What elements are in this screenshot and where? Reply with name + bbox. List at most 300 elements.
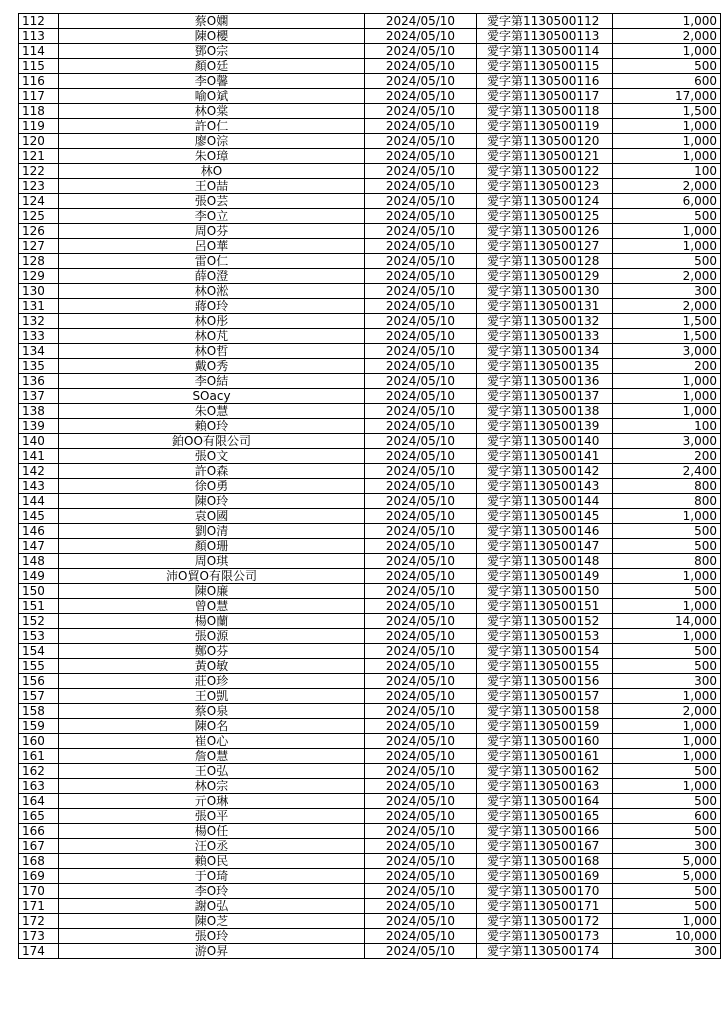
table-row: [19, 824, 721, 839]
donation-amount: 800: [613, 494, 721, 509]
donation-date: 2024/05/10: [365, 209, 477, 224]
row-number: 130: [19, 284, 59, 299]
donor-name: 于O琦: [59, 869, 365, 884]
donor-name: 林O宗: [59, 779, 365, 794]
donation-amount: 200: [613, 449, 721, 464]
receipt-number: 愛字第1130500151: [477, 599, 613, 614]
table-row: [19, 494, 721, 509]
row-number: 123: [19, 179, 59, 194]
row-number: 126: [19, 224, 59, 239]
donor-name: 徐O勇: [59, 479, 365, 494]
row-number: 164: [19, 794, 59, 809]
donation-amount: 1,000: [613, 599, 721, 614]
row-number: 146: [19, 524, 59, 539]
receipt-number: 愛字第1130500174: [477, 944, 613, 959]
donor-name: 王O凱: [59, 689, 365, 704]
row-number: 169: [19, 869, 59, 884]
donor-name: 沛O貿O有限公司: [59, 569, 365, 584]
donor-name: 林O彤: [59, 314, 365, 329]
row-number: 139: [19, 419, 59, 434]
table-row: [19, 554, 721, 569]
donation-date: 2024/05/10: [365, 389, 477, 404]
row-number: 136: [19, 374, 59, 389]
row-number: 151: [19, 599, 59, 614]
donation-date: 2024/05/10: [365, 704, 477, 719]
donor-name: 呂O華: [59, 239, 365, 254]
row-number: 157: [19, 689, 59, 704]
row-number: 158: [19, 704, 59, 719]
receipt-number: 愛字第1130500171: [477, 899, 613, 914]
donation-amount: 1,000: [613, 389, 721, 404]
receipt-number: 愛字第1130500167: [477, 839, 613, 854]
donor-name: 蔡O嫻: [59, 14, 365, 29]
receipt-number: 愛字第1130500163: [477, 779, 613, 794]
receipt-number: 愛字第1130500137: [477, 389, 613, 404]
row-number: 162: [19, 764, 59, 779]
receipt-number: 愛字第1130500173: [477, 929, 613, 944]
receipt-number: 愛字第1130500120: [477, 134, 613, 149]
donation-amount: 1,000: [613, 509, 721, 524]
donor-name: 薛O澄: [59, 269, 365, 284]
receipt-number: 愛字第1130500157: [477, 689, 613, 704]
donor-name: 雷O仁: [59, 254, 365, 269]
donation-amount: 100: [613, 419, 721, 434]
receipt-number: 愛字第1130500168: [477, 854, 613, 869]
table-row: [19, 389, 721, 404]
donation-amount: 3,000: [613, 434, 721, 449]
receipt-number: 愛字第1130500142: [477, 464, 613, 479]
row-number: 161: [19, 749, 59, 764]
donor-name: 陳O芝: [59, 914, 365, 929]
row-number: 153: [19, 629, 59, 644]
table-row: [19, 314, 721, 329]
table-row: [19, 869, 721, 884]
receipt-number: 愛字第1130500162: [477, 764, 613, 779]
donation-amount: 300: [613, 944, 721, 959]
donor-name: 陳O櫻: [59, 29, 365, 44]
row-number: 170: [19, 884, 59, 899]
table-row: [19, 614, 721, 629]
donor-name: 王O喆: [59, 179, 365, 194]
donation-date: 2024/05/10: [365, 629, 477, 644]
row-number: 142: [19, 464, 59, 479]
donation-date: 2024/05/10: [365, 149, 477, 164]
receipt-number: 愛字第1130500146: [477, 524, 613, 539]
row-number: 165: [19, 809, 59, 824]
table-row: [19, 719, 721, 734]
receipt-number: 愛字第1130500125: [477, 209, 613, 224]
receipt-number: 愛字第1130500132: [477, 314, 613, 329]
table-row: [19, 224, 721, 239]
donor-name: 許O仁: [59, 119, 365, 134]
table-row: [19, 749, 721, 764]
donation-amount: 1,000: [613, 224, 721, 239]
receipt-number: 愛字第1130500170: [477, 884, 613, 899]
donor-name: 鄧O宗: [59, 44, 365, 59]
donor-name: 朱O璋: [59, 149, 365, 164]
table-row: [19, 914, 721, 929]
donation-date: 2024/05/10: [365, 944, 477, 959]
donation-amount: 10,000: [613, 929, 721, 944]
donation-date: 2024/05/10: [365, 524, 477, 539]
donation-date: 2024/05/10: [365, 869, 477, 884]
row-number: 167: [19, 839, 59, 854]
row-number: 133: [19, 329, 59, 344]
receipt-number: 愛字第1130500148: [477, 554, 613, 569]
row-number: 129: [19, 269, 59, 284]
table-row: [19, 134, 721, 149]
donor-name: 顏O珊: [59, 539, 365, 554]
donor-name: 李O馨: [59, 74, 365, 89]
donation-amount: 800: [613, 554, 721, 569]
donation-date: 2024/05/10: [365, 44, 477, 59]
receipt-number: 愛字第1130500172: [477, 914, 613, 929]
donation-amount: 1,000: [613, 914, 721, 929]
table-row: [19, 944, 721, 959]
donor-name: 蔡O泉: [59, 704, 365, 719]
row-number: 124: [19, 194, 59, 209]
row-number: 138: [19, 404, 59, 419]
donation-date: 2024/05/10: [365, 314, 477, 329]
table-row: [19, 374, 721, 389]
donation-date: 2024/05/10: [365, 74, 477, 89]
row-number: 135: [19, 359, 59, 374]
table-row: [19, 89, 721, 104]
receipt-number: 愛字第1130500154: [477, 644, 613, 659]
donation-date: 2024/05/10: [365, 509, 477, 524]
donation-amount: 14,000: [613, 614, 721, 629]
row-number: 121: [19, 149, 59, 164]
donation-amount: 5,000: [613, 854, 721, 869]
donation-amount: 500: [613, 764, 721, 779]
table-row: [19, 404, 721, 419]
donation-date: 2024/05/10: [365, 554, 477, 569]
donor-name: 林O哲: [59, 344, 365, 359]
receipt-number: 愛字第1130500124: [477, 194, 613, 209]
donation-amount: 800: [613, 479, 721, 494]
row-number: 122: [19, 164, 59, 179]
table-row: [19, 29, 721, 44]
row-number: 141: [19, 449, 59, 464]
table-row: [19, 734, 721, 749]
donor-name: 鄭O芬: [59, 644, 365, 659]
donation-date: 2024/05/10: [365, 614, 477, 629]
donor-name: 楊O任: [59, 824, 365, 839]
donor-name: 賴O民: [59, 854, 365, 869]
receipt-number: 愛字第1130500155: [477, 659, 613, 674]
row-number: 118: [19, 104, 59, 119]
donation-date: 2024/05/10: [365, 899, 477, 914]
receipt-number: 愛字第1130500140: [477, 434, 613, 449]
donor-name: 顏O廷: [59, 59, 365, 74]
table-row: [19, 764, 721, 779]
receipt-number: 愛字第1130500133: [477, 329, 613, 344]
receipt-number: 愛字第1130500119: [477, 119, 613, 134]
donation-amount: 1,000: [613, 569, 721, 584]
row-number: 159: [19, 719, 59, 734]
table-row: [19, 854, 721, 869]
donor-name: 戴O秀: [59, 359, 365, 374]
donation-date: 2024/05/10: [365, 299, 477, 314]
donation-date: 2024/05/10: [365, 239, 477, 254]
donation-amount: 1,000: [613, 734, 721, 749]
row-number: 140: [19, 434, 59, 449]
receipt-number: 愛字第1130500126: [477, 224, 613, 239]
donation-amount: 500: [613, 659, 721, 674]
table-row: [19, 644, 721, 659]
donation-date: 2024/05/10: [365, 374, 477, 389]
donation-table: [18, 13, 721, 959]
donation-date: 2024/05/10: [365, 284, 477, 299]
donation-date: 2024/05/10: [365, 479, 477, 494]
receipt-number: 愛字第1130500118: [477, 104, 613, 119]
table-row: [19, 449, 721, 464]
table-row: [19, 359, 721, 374]
table-row: [19, 479, 721, 494]
receipt-number: 愛字第1130500161: [477, 749, 613, 764]
row-number: 132: [19, 314, 59, 329]
table-row: [19, 14, 721, 29]
donation-amount: 1,000: [613, 629, 721, 644]
donor-name: 崔O心: [59, 734, 365, 749]
table-row: [19, 779, 721, 794]
donation-date: 2024/05/10: [365, 14, 477, 29]
row-number: 172: [19, 914, 59, 929]
donation-amount: 17,000: [613, 89, 721, 104]
table-row: [19, 884, 721, 899]
donation-amount: 1,500: [613, 104, 721, 119]
donation-date: 2024/05/10: [365, 569, 477, 584]
receipt-number: 愛字第1130500131: [477, 299, 613, 314]
row-number: 114: [19, 44, 59, 59]
donor-name: 張O源: [59, 629, 365, 644]
receipt-number: 愛字第1130500123: [477, 179, 613, 194]
row-number: 145: [19, 509, 59, 524]
donation-amount: 1,000: [613, 44, 721, 59]
donation-date: 2024/05/10: [365, 719, 477, 734]
donation-amount: 500: [613, 209, 721, 224]
table-row: [19, 434, 721, 449]
receipt-number: 愛字第1130500114: [477, 44, 613, 59]
donation-amount: 1,000: [613, 119, 721, 134]
table-row: [19, 659, 721, 674]
donation-amount: 2,000: [613, 179, 721, 194]
donor-name: 張O芸: [59, 194, 365, 209]
donation-amount: 500: [613, 794, 721, 809]
table-row: [19, 164, 721, 179]
donor-name: 李O結: [59, 374, 365, 389]
donation-date: 2024/05/10: [365, 89, 477, 104]
donation-amount: 3,000: [613, 344, 721, 359]
row-number: 119: [19, 119, 59, 134]
donation-date: 2024/05/10: [365, 59, 477, 74]
receipt-number: 愛字第1130500165: [477, 809, 613, 824]
receipt-number: 愛字第1130500113: [477, 29, 613, 44]
receipt-number: 愛字第1130500112: [477, 14, 613, 29]
donation-date: 2024/05/10: [365, 329, 477, 344]
donation-amount: 500: [613, 584, 721, 599]
receipt-number: 愛字第1130500159: [477, 719, 613, 734]
donation-date: 2024/05/10: [365, 464, 477, 479]
donation-amount: 1,000: [613, 689, 721, 704]
donor-name: 許O森: [59, 464, 365, 479]
row-number: 149: [19, 569, 59, 584]
receipt-number: 愛字第1130500152: [477, 614, 613, 629]
donor-name: 李O立: [59, 209, 365, 224]
donation-amount: 1,000: [613, 374, 721, 389]
donor-name: 張O玲: [59, 929, 365, 944]
donation-date: 2024/05/10: [365, 689, 477, 704]
receipt-number: 愛字第1130500116: [477, 74, 613, 89]
donation-amount: 1,000: [613, 749, 721, 764]
receipt-number: 愛字第1130500138: [477, 404, 613, 419]
receipt-number: 愛字第1130500121: [477, 149, 613, 164]
table-row: [19, 104, 721, 119]
row-number: 131: [19, 299, 59, 314]
donor-name: 李O玲: [59, 884, 365, 899]
donation-amount: 600: [613, 74, 721, 89]
donor-name: 詹O慧: [59, 749, 365, 764]
donation-amount: 2,400: [613, 464, 721, 479]
row-number: 147: [19, 539, 59, 554]
donation-amount: 1,000: [613, 719, 721, 734]
receipt-number: 愛字第1130500129: [477, 269, 613, 284]
donor-name: 周O琪: [59, 554, 365, 569]
donation-date: 2024/05/10: [365, 224, 477, 239]
table-row: [19, 524, 721, 539]
donation-amount: 600: [613, 809, 721, 824]
donation-date: 2024/05/10: [365, 764, 477, 779]
donation-date: 2024/05/10: [365, 854, 477, 869]
donation-amount: 500: [613, 524, 721, 539]
donation-date: 2024/05/10: [365, 749, 477, 764]
row-number: 160: [19, 734, 59, 749]
donation-date: 2024/05/10: [365, 269, 477, 284]
row-number: 113: [19, 29, 59, 44]
donor-name: 陳O玲: [59, 494, 365, 509]
donation-amount: 500: [613, 59, 721, 74]
donation-amount: 500: [613, 254, 721, 269]
receipt-number: 愛字第1130500143: [477, 479, 613, 494]
donation-date: 2024/05/10: [365, 584, 477, 599]
row-number: 152: [19, 614, 59, 629]
donor-name: 賴O玲: [59, 419, 365, 434]
receipt-number: 愛字第1130500169: [477, 869, 613, 884]
receipt-number: 愛字第1130500153: [477, 629, 613, 644]
row-number: 174: [19, 944, 59, 959]
table-row: [19, 329, 721, 344]
donation-amount: 500: [613, 824, 721, 839]
table-row: [19, 209, 721, 224]
donation-date: 2024/05/10: [365, 929, 477, 944]
row-number: 117: [19, 89, 59, 104]
row-number: 148: [19, 554, 59, 569]
donor-name: 劉O清: [59, 524, 365, 539]
table-body: [19, 14, 721, 959]
table-row: [19, 539, 721, 554]
table-row: [19, 839, 721, 854]
donation-date: 2024/05/10: [365, 404, 477, 419]
donor-name: 廖O淙: [59, 134, 365, 149]
table-row: [19, 149, 721, 164]
donation-date: 2024/05/10: [365, 884, 477, 899]
donor-name: 謝O弘: [59, 899, 365, 914]
receipt-number: 愛字第1130500128: [477, 254, 613, 269]
donation-amount: 2,000: [613, 29, 721, 44]
donor-name: 朱O慧: [59, 404, 365, 419]
donation-date: 2024/05/10: [365, 254, 477, 269]
row-number: 173: [19, 929, 59, 944]
donation-date: 2024/05/10: [365, 29, 477, 44]
receipt-number: 愛字第1130500130: [477, 284, 613, 299]
donation-date: 2024/05/10: [365, 179, 477, 194]
donation-date: 2024/05/10: [365, 419, 477, 434]
donation-amount: 500: [613, 644, 721, 659]
table-row: [19, 629, 721, 644]
receipt-number: 愛字第1130500145: [477, 509, 613, 524]
row-number: 112: [19, 14, 59, 29]
table-row: [19, 269, 721, 284]
donor-name: 周O芬: [59, 224, 365, 239]
table-row: [19, 929, 721, 944]
receipt-number: 愛字第1130500139: [477, 419, 613, 434]
donor-name: 張O平: [59, 809, 365, 824]
donor-name: 陳O名: [59, 719, 365, 734]
donation-date: 2024/05/10: [365, 194, 477, 209]
donor-name: 蔣O玲: [59, 299, 365, 314]
row-number: 163: [19, 779, 59, 794]
receipt-number: 愛字第1130500135: [477, 359, 613, 374]
donation-amount: 2,000: [613, 269, 721, 284]
table-row: [19, 509, 721, 524]
table-row: [19, 794, 721, 809]
table-row: [19, 299, 721, 314]
receipt-number: 愛字第1130500156: [477, 674, 613, 689]
donor-name: 楊O蘭: [59, 614, 365, 629]
table-row: [19, 899, 721, 914]
table-row: [19, 179, 721, 194]
donor-name: 林O: [59, 164, 365, 179]
donation-date: 2024/05/10: [365, 734, 477, 749]
donation-amount: 300: [613, 839, 721, 854]
row-number: 120: [19, 134, 59, 149]
donor-name: 亓O琳: [59, 794, 365, 809]
donation-amount: 1,500: [613, 329, 721, 344]
donation-amount: 1,000: [613, 14, 721, 29]
donation-date: 2024/05/10: [365, 359, 477, 374]
receipt-number: 愛字第1130500160: [477, 734, 613, 749]
row-number: 144: [19, 494, 59, 509]
row-number: 156: [19, 674, 59, 689]
row-number: 155: [19, 659, 59, 674]
donation-amount: 1,500: [613, 314, 721, 329]
donor-name: 林O芃: [59, 329, 365, 344]
table-row: [19, 59, 721, 74]
donation-amount: 1,000: [613, 239, 721, 254]
donation-date: 2024/05/10: [365, 539, 477, 554]
table-row: [19, 809, 721, 824]
receipt-number: 愛字第1130500141: [477, 449, 613, 464]
row-number: 134: [19, 344, 59, 359]
donation-date: 2024/05/10: [365, 914, 477, 929]
row-number: 128: [19, 254, 59, 269]
donation-date: 2024/05/10: [365, 839, 477, 854]
donor-name: 汪O丞: [59, 839, 365, 854]
donation-amount: 2,000: [613, 299, 721, 314]
donation-date: 2024/05/10: [365, 794, 477, 809]
donor-name: 鉑OO有限公司: [59, 434, 365, 449]
table-row: [19, 194, 721, 209]
